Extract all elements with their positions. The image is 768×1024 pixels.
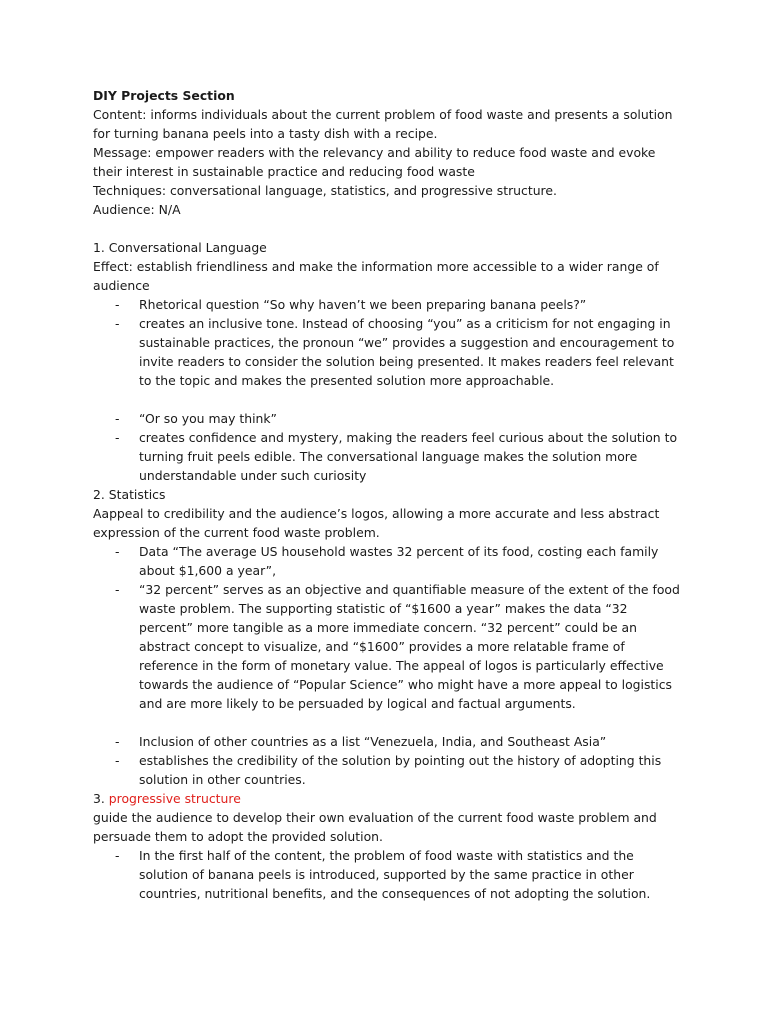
section-heading-statistics: 2. Statistics xyxy=(93,487,166,502)
list-item-text: establishes the credibility of the solution by pointing out the history of adopting this solution in other countries. xyxy=(139,753,662,787)
section-effect: guide the audience to develop their own evaluation of the current food waste problem and persuade them to adopt the provided solution. xyxy=(93,810,657,844)
list-item xyxy=(93,846,683,903)
list-item-text: “Or so you may think” xyxy=(139,411,277,426)
bullet-dash: - xyxy=(115,297,120,312)
document-title: DIY Projects Section xyxy=(93,88,235,103)
bullet-dash: - xyxy=(115,582,120,597)
bullet-dash: - xyxy=(115,411,120,426)
spacer xyxy=(93,390,683,409)
section-number: 3. xyxy=(93,791,109,806)
bullet-dash: - xyxy=(115,316,120,331)
techniques-summary: Techniques: conversational language, statistics, and progressive structure. xyxy=(93,183,557,198)
bullet-dash: - xyxy=(115,544,120,559)
bullet-dash: - xyxy=(115,734,120,749)
list-item xyxy=(93,542,683,580)
document-page xyxy=(93,86,683,903)
list-item xyxy=(93,751,683,789)
message-summary: Message: empower readers with the relevancy and ability to reduce food waste and evoke their interest in sustainable practice and reducing food waste xyxy=(93,145,656,179)
list-item xyxy=(93,580,683,713)
list-item-text: creates an inclusive tone. Instead of choosing “you” as a criticism for not engaging in sustainable practices, the pronoun “we” provides a suggestion and encouragement to invite readers to consider the solution being presented. It makes readers feel relevant to the topic and makes the presented solution more approachable. xyxy=(139,316,675,388)
bullet-dash: - xyxy=(115,430,120,445)
list-item xyxy=(93,428,683,485)
list-item xyxy=(93,295,683,314)
section-heading-text: progressive structure xyxy=(108,791,241,806)
spacer xyxy=(93,219,683,238)
content-summary: Content: informs individuals about the current problem of food waste and presents a solution for turning banana peels into a tasty dish with a recipe. xyxy=(93,107,673,141)
list-item-text: “32 percent” serves as an objective and quantifiable measure of the extent of the food waste problem. The supporting statistic of “$1600 a year” makes the data “32 percent” more tangible as a more immediate concern. “32 percent” could be an abstract concept to visualize, and “$1600” provides a more relatable frame of reference in the form of monetary value. The appeal of logos is particularly effective towards the audience of “Popular Science” who might have a more appeal to logistics and are more likely to be persuaded by logical and factual arguments. xyxy=(139,582,680,711)
list-item-text: Data “The average US household wastes 32 percent of its food, costing each family about $1,600 a year”, xyxy=(139,544,659,578)
section-effect: Effect: establish friendliness and make the information more accessible to a wider range of audience xyxy=(93,259,659,293)
list-item-text: creates confidence and mystery, making the readers feel curious about the solution to turning fruit peels edible. The conversational language makes the solution more understandable under such curiosity xyxy=(139,430,678,483)
section-effect: Aappeal to credibility and the audience’s logos, allowing a more accurate and less abstract expression of the current food waste problem. xyxy=(93,506,660,540)
list-item-text: Inclusion of other countries as a list “Venezuela, India, and Southeast Asia” xyxy=(139,734,607,749)
bullet-dash: - xyxy=(115,848,120,863)
section-heading-conversational-language: 1. Conversational Language xyxy=(93,240,267,255)
bullet-dash: - xyxy=(115,753,120,768)
spacer xyxy=(93,713,683,732)
list-item xyxy=(93,732,683,751)
audience-summary: Audience: N/A xyxy=(93,202,181,217)
list-item xyxy=(93,314,683,390)
list-item xyxy=(93,409,683,428)
section-heading-progressive-structure xyxy=(93,789,683,808)
list-item-text: In the first half of the content, the problem of food waste with statistics and the solution of banana peels is introduced, supported by the same practice in other countries, nutritional benefits, and the consequences of not adopting the solution. xyxy=(139,848,651,901)
list-item-text: Rhetorical question “So why haven’t we been preparing banana peels?” xyxy=(139,297,587,312)
